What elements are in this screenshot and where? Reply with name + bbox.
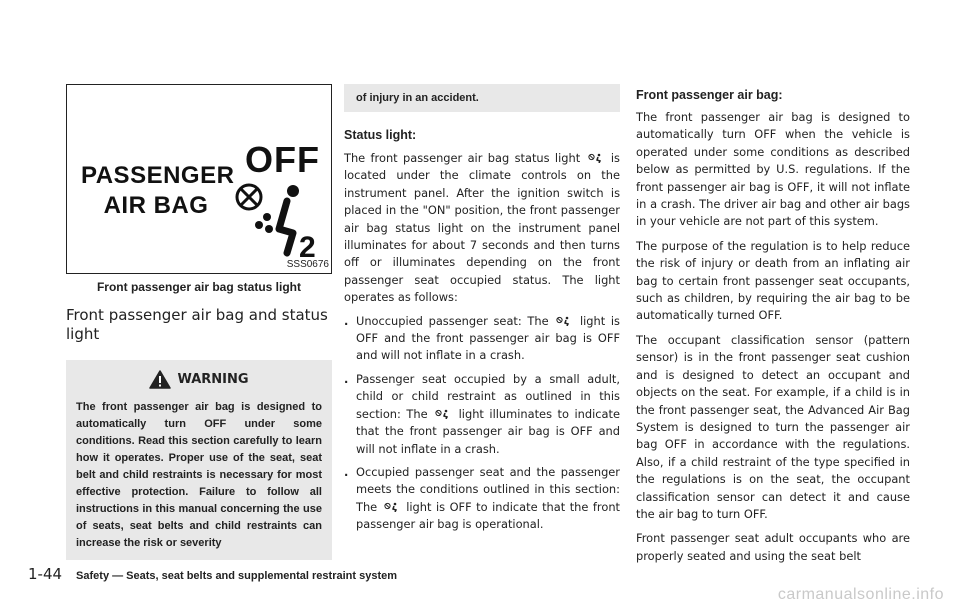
front-airbag-heading: Front passenger air bag: (636, 88, 783, 102)
footer-title: Safety — Seats, seat belts and supplemental restraint system (76, 570, 398, 582)
warning-heading: WARNING (76, 370, 322, 389)
airbag-off-icon (556, 316, 572, 326)
warning-text: The front passenger air bag is designed to automatically turn OFF under some conditions. Read this section carefully to learn how it operates. Proper use of the seat, seat belt and child restraints is necessary for most effective protection. Failure to follow all instructions in this manual concerning the use of seats, seat belts and child restraints can increase the risk or severity (76, 401, 322, 549)
front-airbag-paragraph: Front passenger seat adult occupants who are properly seated and using the seat belt (636, 531, 910, 563)
airbag-off-icon (435, 409, 451, 419)
front-airbag-paragraph: The purpose of the regulation is to help reduce the risk of injury or death from an inflating air bag to certain front passenger seat occupants, such as children, by requiring the air bag to be automatically turned OFF. (636, 238, 910, 323)
airbag-off-icon (384, 502, 400, 512)
figure-passenger-label: PASSENGER AIR BAG (81, 162, 235, 219)
list-item: . Occupied passenger seat and the passenger meets the conditions outlined in this section: The light is OFF to indicate that the front passenger air bag is operational. (344, 464, 621, 532)
left-column (66, 84, 332, 560)
status-light-figure (66, 84, 332, 274)
right-column (636, 84, 910, 565)
front-airbag-paragraph: The front passenger air bag is designed to automatically turn OFF when the vehicle is operated under some conditions as described below as permitted by U.S. regulations. If the front passenger air bag is OFF, it will not inflate in a crash. The driver air bag and other air bags in your vehicle are not part of this system. (636, 110, 910, 229)
page-number: 1-44 (28, 565, 63, 583)
status-light-heading: Status light: (344, 128, 417, 142)
list-item: . Passenger seat occupied by a small adult, child or child restraint as outlined in this section: The light illuminates to indicate that the front passenger air bag is OFF and will not inflate in a crash. (344, 371, 620, 456)
front-airbag-paragraph: The occupant classification sensor (pattern sensor) is in the front passenger seat cushion and is designed to detect an occupant and objects on the seat. For example, if a child is in the front passenger seat, the Advanced Air Bag System is designed to turn the passenger air bag OFF in accordance with the regulations. Also, if a child restraint of the type specified in the regulations is on the seat, the occupant classification sensor can detect it and cause the air bag to turn OFF. (636, 332, 910, 521)
airbag-off-icon (229, 177, 325, 259)
figure-off-label: OFF (245, 139, 320, 180)
watermark: carmanualsonline.info (777, 586, 944, 603)
warning-continued: of injury in an accident. (344, 84, 620, 112)
svg-text:2: 2 (299, 231, 316, 259)
warning-triangle-icon (149, 370, 171, 389)
middle-column (344, 84, 620, 534)
figure-code: SSS0676 (286, 259, 329, 270)
section-title: Front passenger air bag and status light (66, 306, 328, 343)
warning-box (66, 360, 332, 560)
figure-caption: Front passenger air bag status light (96, 280, 302, 294)
status-light-paragraph: The front passenger air bag status light is located under the climate controls on the instrument panel. After the ignition switch is placed in the "ON" position, the front passenger air bag status light on the instrument panel illuminates for about 7 seconds and then turns off or illuminates depending on the front passenger seat occupied status. The light operates as follows: (344, 151, 620, 305)
airbag-off-icon (588, 153, 604, 163)
list-item: . Unoccupied passenger seat: The light is OFF and the front passenger air bag is OFF and will not inflate in a crash. (344, 313, 620, 363)
page-footer (28, 565, 397, 583)
